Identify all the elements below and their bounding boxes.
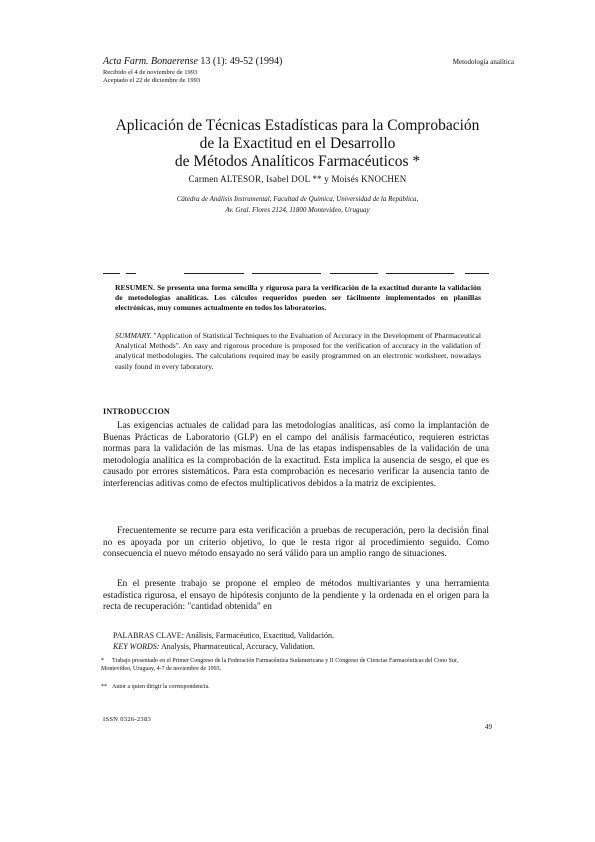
title-line-1: Aplicación de Técnicas Estadísticas para la Comprobación: [115, 117, 480, 134]
separator-rule: [126, 273, 136, 274]
footnote-mark: *: [101, 658, 104, 664]
accepted-date: Aceptado el 22 de diciembre de 1993: [103, 77, 201, 84]
journal-header: [103, 56, 282, 67]
body-paragraph: Frecuentemente se recurre para esta verificación a pruebas de recuperación, pero la decisión final no es apoyada por un criterio objetivo, lo que le resta rigor al procedimiento seguido. Como consecuencia el nuevo método ensayado no será válido para un amplio rango de situaciones.: [103, 526, 489, 560]
separator-rule: [330, 273, 378, 274]
keywords-english: [113, 642, 315, 652]
journal-citation: 13 (1): 49-52 (1994): [200, 56, 283, 67]
separator-rule: [184, 273, 244, 274]
abstract-es-label: RESUMEN.: [115, 283, 155, 292]
keywords-es-label: PALABRAS CLAVE:: [113, 631, 184, 640]
abstract-english: [115, 331, 481, 372]
abstract-en-text: "Application of Statistical Techniques to the Evaluation of Accuracy in the Development of Pharmaceutical Analytical Methods". An easy and rigorous procedure is proposed for the verification of accuracy in the validation of analytical methodologies. The calculations required may be easily programmed on an electronic worksheet, nowadays easily found in every laboratory.: [115, 331, 481, 371]
page-number: 49: [485, 723, 492, 731]
keywords-en-label: KEY WORDS:: [113, 642, 160, 651]
keywords-en-text: Analysis, Pharmaceutical, Accuracy, Validation.: [161, 642, 315, 651]
abstract-en-label: SUMMARY.: [115, 331, 152, 340]
separator-rule: [465, 273, 489, 274]
footnote-text: Trabajo presentado en el Primer Congreso de la Federación Farmacéutica Sudamericana y II Congreso de Ciencias Farmacéuticas del Cono Sur, Montevideo, Uruguay, 4-7 de noviembre de 1993.: [101, 658, 459, 672]
authors: Carmen ALTESOR, Isabel DOL ** y Moisés KNOCHEN: [188, 174, 407, 184]
keywords-es-text: Análisis, Farmacéutico, Exactitud, Validación.: [185, 631, 334, 640]
footnote: [101, 683, 489, 691]
body-paragraph: Las exigencias actuales de calidad para las metodologías analíticas, así como la implantación de Buenas Prácticas de Laboratorio (GLP) en el campo del análisis farmacéutico, requieren estrictas normas para la validación de las mismas. Una de las etapas indispensables de la validación de una metodología analítica es la comprobación de la exactitud. Esta implica la ausencia de sesgo, el que es causado por errores sistemáticos. Para esta comprobación es necesario verificar la ausencia tanto de interferencias aditivas como de efectos multiplicativos debidos a la matriz de excipientes.: [103, 421, 489, 489]
section-label: Metodología analítica: [452, 58, 514, 66]
footnote-mark: **: [101, 684, 107, 690]
footnote: [101, 657, 489, 673]
title-line-3: de Métodos Analíticos Farmacéuticos *: [174, 153, 421, 170]
keywords-spanish: [113, 631, 334, 641]
received-date: Recibido el 4 de noviembre de 1993: [103, 69, 198, 76]
journal-name: Acta Farm. Bonaerense: [103, 56, 198, 67]
body-paragraph: En el presente trabajo se propone el empleo de métodos multivariantes y una herramienta estadística rigurosa, el ensayo de hipótesis conjunto de la pendiente y la ordenada en el origen para la recta de recuperación: "cantidad obtenida" en: [103, 579, 489, 613]
separator-rule: [103, 273, 120, 274]
abstract-es-text: Se presenta una forma sencilla y rigurosa para la verificación de la exactitud durante la validación de metodologías analíticas. Los cálculos requeridos pueden ser fácilmente implementados en planillas electrónicas, muy comunes actualmente en todos los laboratorios.: [115, 283, 481, 313]
title-line-2: de la Exactitud en el Desarrollo: [199, 135, 396, 152]
abstract-spanish: [115, 283, 481, 314]
footnote-text: Autor a quien dirigir la correspondencia.: [112, 684, 210, 690]
separator-rule: [252, 273, 321, 274]
affiliation-line-1: Cátedra de Análisis Instrumental, Facultad de Química, Universidad de la República,: [176, 195, 419, 203]
issn: ISSN 0326-2383: [103, 716, 152, 723]
section-heading: INTRODUCCION: [103, 407, 170, 416]
separator-rule: [386, 273, 454, 274]
affiliation-line-2: Av. Gral. Flores 2124, 11800 Montevideo, Uruguay: [225, 206, 370, 214]
